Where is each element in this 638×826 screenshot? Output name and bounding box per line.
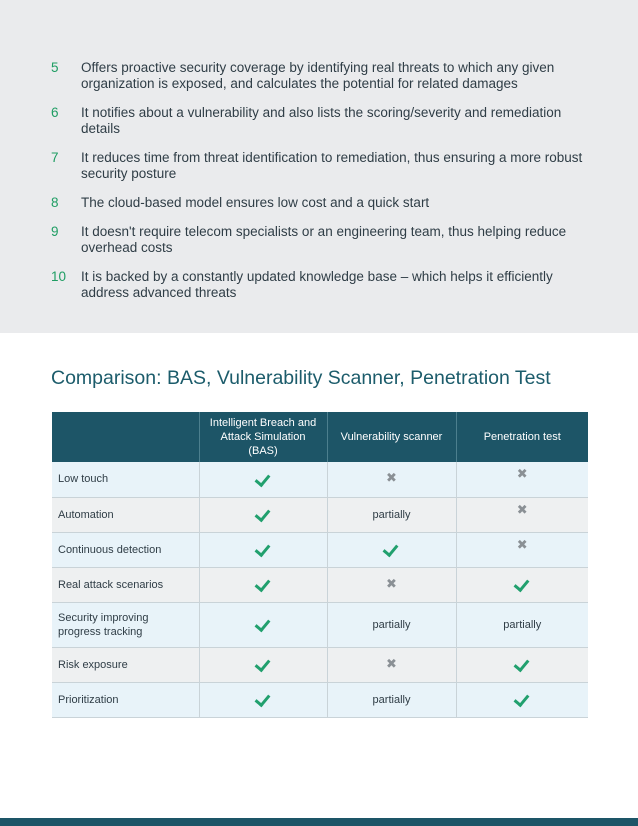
cell-scanner bbox=[327, 682, 456, 717]
cell-pentest bbox=[456, 682, 588, 717]
cell-bas bbox=[199, 497, 327, 532]
cross-icon: ✖ bbox=[386, 575, 397, 591]
header-cell-bas: Intelligent Breach and Attack Simulation (BAS) bbox=[199, 412, 327, 462]
header-cell-empty bbox=[52, 412, 199, 462]
section-heading: Comparison: BAS, Vulnerability Scanner, Penetration Test bbox=[51, 367, 551, 389]
item-number: 8 bbox=[51, 195, 59, 210]
item-number: 10 bbox=[51, 269, 67, 284]
feature-cell: Prioritization bbox=[52, 682, 199, 717]
table-row bbox=[52, 602, 588, 647]
feature-cell: Security improving progress tracking bbox=[52, 602, 199, 647]
list-item bbox=[51, 150, 596, 182]
check-icon bbox=[515, 578, 530, 588]
check-icon bbox=[256, 543, 271, 553]
list-item bbox=[51, 224, 596, 256]
check-icon bbox=[256, 693, 271, 703]
cross-icon: ✖ bbox=[516, 466, 528, 482]
check-icon bbox=[256, 473, 271, 483]
feature-cell: Real attack scenarios bbox=[52, 567, 199, 602]
list-item bbox=[51, 60, 596, 92]
item-text: Offers proactive security coverage by identifying real threats to which any given organization is exposed, and calculates the potential for related damages bbox=[81, 60, 555, 91]
cell-bas bbox=[199, 602, 327, 647]
partial-label: partially bbox=[372, 618, 411, 631]
check-icon bbox=[256, 578, 271, 588]
table-row bbox=[52, 497, 588, 532]
cell-scanner bbox=[327, 462, 456, 497]
check-icon bbox=[256, 508, 271, 518]
footer-bar bbox=[0, 818, 638, 826]
feature-cell: Low touch bbox=[52, 462, 199, 497]
check-icon bbox=[384, 543, 399, 553]
check-icon bbox=[256, 618, 271, 628]
partial-label: partially bbox=[372, 693, 411, 706]
cell-pentest bbox=[456, 532, 588, 567]
cell-scanner bbox=[327, 532, 456, 567]
benefits-panel bbox=[0, 0, 638, 333]
cell-bas bbox=[199, 532, 327, 567]
cell-pentest bbox=[456, 497, 588, 532]
item-number: 7 bbox=[51, 150, 59, 165]
check-icon bbox=[515, 658, 530, 668]
cell-bas bbox=[199, 647, 327, 682]
comparison-table bbox=[52, 412, 588, 718]
cell-pentest bbox=[456, 567, 588, 602]
table-row bbox=[52, 647, 588, 682]
item-text: It notifies about a vulnerability and also lists the scoring/severity and remediation details bbox=[81, 105, 562, 136]
item-text: It doesn't require telecom specialists or an engineering team, thus helping reduce overhead costs bbox=[81, 224, 567, 255]
header-cell-pentest: Penetration test bbox=[456, 412, 588, 462]
partial-label: partially bbox=[372, 508, 411, 521]
list-item bbox=[51, 195, 596, 211]
check-icon bbox=[515, 693, 530, 703]
cross-icon: ✖ bbox=[386, 470, 397, 486]
feature-cell: Risk exposure bbox=[52, 647, 199, 682]
cross-icon: ✖ bbox=[516, 501, 528, 517]
header-cell-scanner: Vulnerability scanner bbox=[327, 412, 456, 462]
cell-pentest bbox=[456, 462, 588, 497]
benefits-list bbox=[51, 60, 596, 314]
item-number: 6 bbox=[51, 105, 59, 120]
table-header-row bbox=[52, 412, 588, 462]
check-icon bbox=[256, 658, 271, 668]
item-number: 5 bbox=[51, 60, 59, 75]
list-item bbox=[51, 269, 596, 301]
cell-scanner bbox=[327, 497, 456, 532]
list-item bbox=[51, 105, 596, 137]
table-row bbox=[52, 567, 588, 602]
cell-scanner bbox=[327, 602, 456, 647]
cross-icon: ✖ bbox=[386, 655, 397, 671]
cell-bas bbox=[199, 462, 327, 497]
cell-pentest bbox=[456, 647, 588, 682]
feature-cell: Continuous detection bbox=[52, 532, 199, 567]
cross-icon: ✖ bbox=[516, 536, 528, 552]
table-row bbox=[52, 682, 588, 717]
partial-label: partially bbox=[503, 618, 542, 631]
feature-cell: Automation bbox=[52, 497, 199, 532]
item-text: The cloud-based model ensures low cost and a quick start bbox=[81, 195, 430, 210]
item-text: It is backed by a constantly updated knowledge base – which helps it efficiently address advanced threats bbox=[81, 269, 553, 300]
table-row bbox=[52, 532, 588, 567]
cell-scanner bbox=[327, 647, 456, 682]
cell-bas bbox=[199, 682, 327, 717]
table-row bbox=[52, 462, 588, 497]
cell-scanner bbox=[327, 567, 456, 602]
item-number: 9 bbox=[51, 224, 59, 239]
cell-pentest bbox=[456, 602, 588, 647]
table-body bbox=[52, 462, 588, 717]
cell-bas bbox=[199, 567, 327, 602]
item-text: It reduces time from threat identification to remediation, thus ensuring a more robust security posture bbox=[81, 150, 583, 181]
